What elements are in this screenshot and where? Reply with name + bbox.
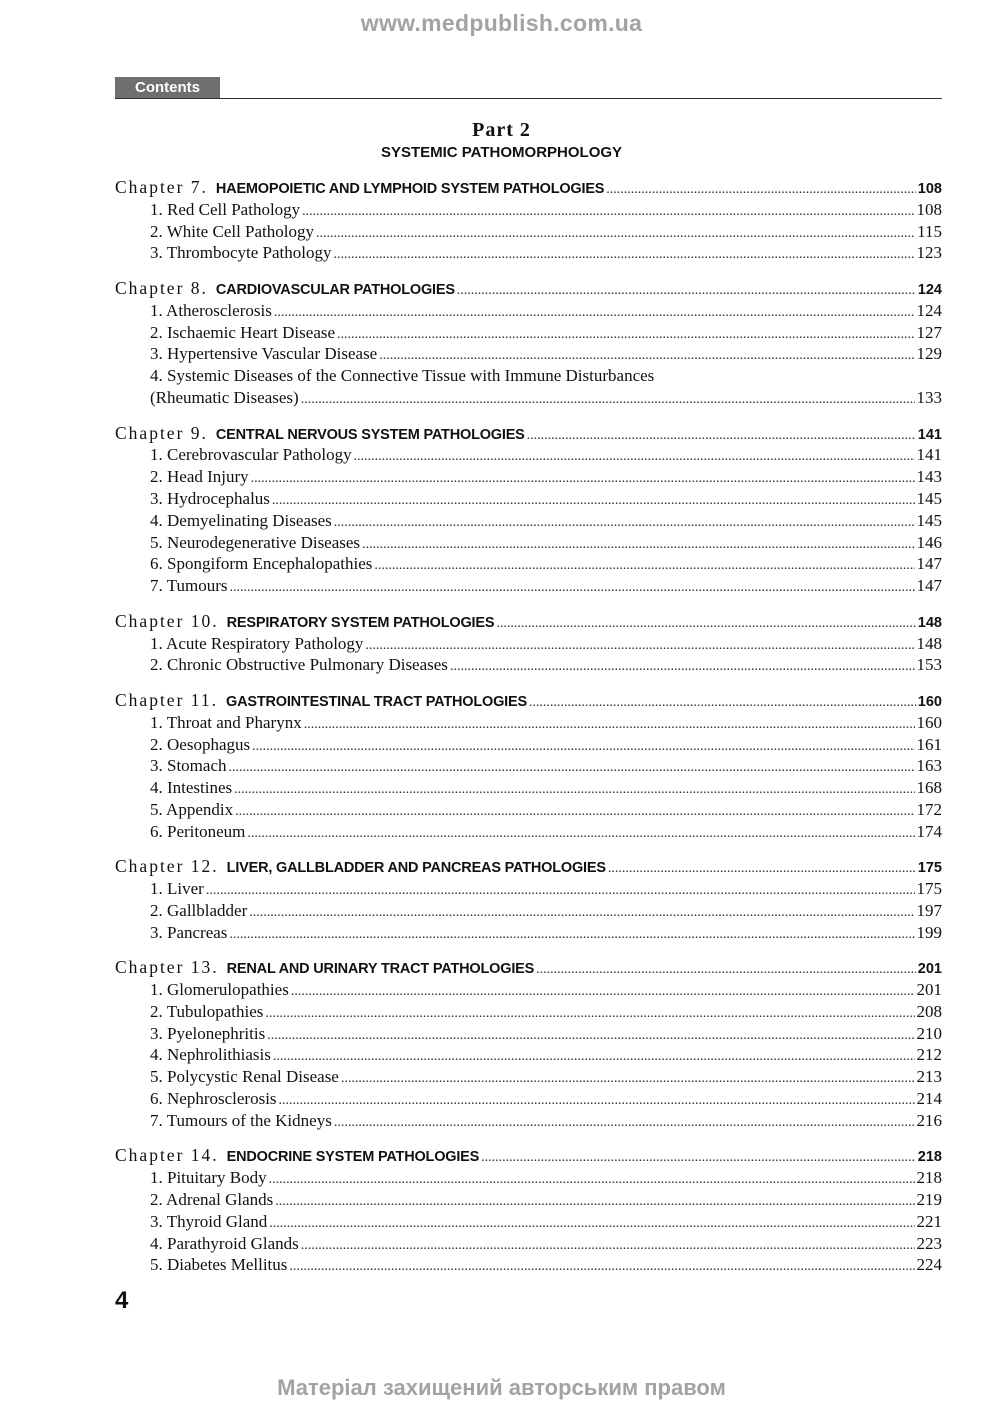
entry-title: 6. Peritoneum xyxy=(150,821,246,841)
entry-title: 2. Tubulopathies xyxy=(150,1001,264,1021)
chapter-page: 141 xyxy=(917,426,942,443)
dot-leader xyxy=(608,858,916,878)
dot-leader xyxy=(450,656,915,676)
dot-leader xyxy=(252,736,914,756)
toc-entry-row xyxy=(115,654,942,676)
dot-leader xyxy=(272,490,915,510)
dot-leader xyxy=(265,1003,914,1023)
entry-title: 2. Chronic Obstructive Pulmonary Diseases xyxy=(150,655,448,675)
dot-leader xyxy=(362,534,914,554)
entry-title: 6. Spongiform Encephalopathies xyxy=(150,554,373,574)
dot-leader xyxy=(481,1147,916,1167)
entry-page: 146 xyxy=(916,532,942,552)
chapter-page: 108 xyxy=(917,181,942,197)
chapter-title: GASTROINTESTINAL TRACT PATHOLOGIES xyxy=(226,693,527,710)
entry-page: 210 xyxy=(916,1023,942,1043)
toc-entry-row xyxy=(115,242,942,264)
toc-entry-row xyxy=(115,199,942,221)
dot-leader xyxy=(206,880,915,900)
entry-title: 5. Polycystic Renal Disease xyxy=(150,1067,339,1087)
chapter-page: 201 xyxy=(917,961,942,978)
dot-leader xyxy=(316,223,915,243)
entry-title: 2. Gallbladder xyxy=(150,900,248,920)
dot-leader xyxy=(235,801,914,821)
chapter-heading-row xyxy=(115,1145,942,1167)
dot-leader xyxy=(229,757,915,777)
dot-leader xyxy=(529,692,916,712)
toc-entry-row xyxy=(115,466,942,488)
toc-entry-row xyxy=(115,387,942,409)
entry-page: 133 xyxy=(916,387,942,407)
dot-leader xyxy=(379,345,914,365)
toc-entry-row xyxy=(115,1211,942,1233)
entry-page: 123 xyxy=(916,243,942,263)
toc-entry-row xyxy=(115,553,942,575)
entry-title: 4. Demyelinating Diseases xyxy=(150,510,332,530)
part-title: Part 2 xyxy=(472,119,531,141)
entry-page: 212 xyxy=(916,1045,942,1065)
entry-page: 172 xyxy=(916,799,942,819)
dot-leader xyxy=(274,302,915,322)
chapter-title: CENTRAL NERVOUS SYSTEM PATHOLOGIES xyxy=(215,426,525,443)
entry-title: 3. Thrombocyte Pathology xyxy=(150,243,332,263)
entry-title: 1. Acute Respiratory Pathology xyxy=(150,633,364,653)
toc-entry-row xyxy=(115,633,942,655)
watermark-bottom: Матеріал захищений авторським правом xyxy=(277,1375,726,1400)
entry-page: 199 xyxy=(916,922,942,942)
dot-leader xyxy=(341,1068,915,1088)
dot-leader xyxy=(301,1235,915,1255)
chapter-title: LIVER, GALLBLADDER AND PANCREAS PATHOLOGIES xyxy=(226,860,606,877)
toc-entry-row xyxy=(115,575,942,597)
entry-title: 6. Nephrosclerosis xyxy=(150,1089,277,1109)
entry-title: 1. Cerebrovascular Pathology xyxy=(150,445,352,465)
toc-chapter xyxy=(115,690,942,843)
part-subtitle: SYSTEMIC PATHOMORPHOLOGY xyxy=(380,144,623,161)
chapter-page: 160 xyxy=(917,693,942,710)
toc-entry-row xyxy=(115,343,942,365)
section-tab-contents: Contents xyxy=(115,77,220,99)
toc-chapter xyxy=(115,423,942,597)
entry-page: 219 xyxy=(916,1190,942,1210)
entry-title: 3. Pyelonephritis xyxy=(150,1023,266,1043)
toc-entry-row xyxy=(115,444,942,466)
toc-entry-row xyxy=(115,777,942,799)
entry-page: 153 xyxy=(916,655,942,675)
entry-title: 4. Systemic Diseases of the Connective Tissue with Immune Disturbances xyxy=(150,366,655,386)
dot-leader xyxy=(267,1025,914,1045)
chapter-label: Chapter 13. xyxy=(115,957,219,978)
dot-leader xyxy=(374,555,914,575)
toc-entry-row xyxy=(115,488,942,510)
chapter-heading-row xyxy=(115,278,942,300)
dot-leader xyxy=(354,446,915,466)
entry-page: 145 xyxy=(916,488,942,508)
chapter-label: Chapter 12. xyxy=(115,856,219,877)
entry-page: 127 xyxy=(916,322,942,342)
chapter-page: 218 xyxy=(917,1149,942,1166)
toc-chapter xyxy=(115,278,942,409)
entry-title: 1. Liver xyxy=(150,879,204,899)
dot-leader xyxy=(304,714,915,734)
entry-page: 163 xyxy=(916,756,942,776)
entry-title: 5. Neurodegenerative Diseases xyxy=(150,532,361,552)
chapter-label: Chapter 7. xyxy=(115,177,208,197)
entry-title: 3. Stomach xyxy=(150,756,227,776)
chapter-title: RENAL AND URINARY TRACT PATHOLOGIES xyxy=(226,961,535,978)
toc-entry-row xyxy=(115,1001,942,1023)
entry-page: 218 xyxy=(916,1168,942,1188)
toc-chapter xyxy=(115,177,942,264)
entry-page: 161 xyxy=(916,734,942,754)
header-rule xyxy=(115,98,942,99)
toc-entry-row xyxy=(115,510,942,532)
chapter-title: HAEMOPOIETIC AND LYMPHOID SYSTEM PATHOLOGIES xyxy=(215,181,605,197)
entry-title: 1. Throat and Pharynx xyxy=(150,712,302,732)
entry-title: 5. Diabetes Mellitus xyxy=(150,1255,288,1275)
entry-title: 4. Intestines xyxy=(150,778,233,798)
entry-page: 201 xyxy=(916,980,942,1000)
entry-title: 7. Tumours xyxy=(150,576,228,596)
dot-leader xyxy=(365,635,914,655)
dot-leader xyxy=(301,389,915,409)
entry-page: 141 xyxy=(916,445,942,465)
chapter-label: Chapter 11. xyxy=(115,689,218,710)
entry-title: 2. Oesophagus xyxy=(150,734,251,754)
entry-page: 208 xyxy=(916,1001,942,1021)
dot-leader xyxy=(249,902,914,922)
dot-leader xyxy=(229,577,914,597)
toc-entry-row xyxy=(115,1189,942,1211)
entry-page: 214 xyxy=(916,1089,942,1109)
dot-leader xyxy=(337,324,914,344)
dot-leader xyxy=(273,1046,915,1066)
entry-title: 1. Pituitary Body xyxy=(150,1168,267,1188)
entry-title: 1. Atherosclerosis xyxy=(150,300,272,320)
toc-entry-row xyxy=(115,1044,942,1066)
entry-title: 4. Nephrolithiasis xyxy=(150,1045,271,1065)
dot-leader xyxy=(527,425,916,445)
entry-title: 3. Thyroid Gland xyxy=(150,1211,268,1231)
entry-page: 147 xyxy=(916,554,942,574)
toc-entry-row xyxy=(115,1110,942,1132)
dot-leader xyxy=(334,512,915,532)
dot-leader xyxy=(269,1169,915,1189)
dot-leader xyxy=(334,1112,915,1132)
dot-leader xyxy=(302,201,914,221)
toc-entry-row xyxy=(115,821,942,843)
entry-page: 197 xyxy=(916,900,942,920)
entry-title: 3. Pancreas xyxy=(150,922,228,942)
chapter-page: 148 xyxy=(917,614,942,631)
toc-entry-row xyxy=(115,1233,942,1255)
toc-entry-row xyxy=(115,221,942,243)
chapter-heading-row xyxy=(115,957,942,979)
entry-page: 213 xyxy=(916,1067,942,1087)
dot-leader xyxy=(251,468,915,488)
entry-title: 7. Tumours of the Kidneys xyxy=(150,1110,332,1130)
entry-title: 5. Appendix xyxy=(150,799,234,819)
dot-leader xyxy=(279,1090,915,1110)
toc-entry-row xyxy=(115,734,942,756)
dot-leader xyxy=(606,179,916,199)
entry-page: 175 xyxy=(916,879,942,899)
toc-entry-row xyxy=(115,1066,942,1088)
dot-leader xyxy=(457,280,916,300)
chapter-page: 124 xyxy=(917,281,942,298)
toc-chapter xyxy=(115,611,942,676)
chapter-title: RESPIRATORY SYSTEM PATHOLOGIES xyxy=(226,614,495,631)
toc-entry-row xyxy=(115,1167,942,1189)
entry-page: 160 xyxy=(916,712,942,732)
entry-page: 223 xyxy=(916,1233,942,1253)
entry-page: 115 xyxy=(917,221,942,241)
toc-entry-row xyxy=(115,712,942,734)
entry-title: 1. Glomerulopathies xyxy=(150,980,289,1000)
entry-title: 1. Red Cell Pathology xyxy=(150,199,301,219)
entry-title: 3. Hypertensive Vascular Disease xyxy=(150,344,378,364)
toc-entry-row xyxy=(115,878,942,900)
toc-entry-row xyxy=(115,922,942,944)
entry-page: 221 xyxy=(916,1211,942,1231)
toc-entry-row xyxy=(115,1023,942,1045)
toc-entry-row xyxy=(115,979,942,1001)
entry-title: 2. Adrenal Glands xyxy=(150,1190,274,1210)
dot-leader xyxy=(234,779,914,799)
entry-title-continuation: (Rheumatic Diseases) xyxy=(150,387,299,407)
chapter-label: Chapter 8. xyxy=(115,277,208,298)
toc-entry-row xyxy=(115,1254,942,1276)
chapter-label: Chapter 10. xyxy=(115,610,219,631)
entry-title: 3. Hydrocephalus xyxy=(150,488,270,508)
entry-page: 168 xyxy=(916,778,942,798)
chapter-heading-row xyxy=(115,423,942,445)
entry-title: 4. Parathyroid Glands xyxy=(150,1233,299,1253)
dot-leader xyxy=(229,924,914,944)
entry-title: 2. Head Injury xyxy=(150,467,249,487)
entry-page: 124 xyxy=(916,300,942,320)
dot-leader xyxy=(333,244,914,264)
toc-entry-row xyxy=(115,300,942,322)
toc-chapter xyxy=(115,1145,942,1276)
toc-entry-row xyxy=(115,322,942,344)
entry-page: 143 xyxy=(916,467,942,487)
dot-leader xyxy=(289,1256,914,1276)
toc-entry-row xyxy=(115,532,942,554)
chapter-title: CARDIOVASCULAR PATHOLOGIES xyxy=(215,281,455,298)
toc-chapter xyxy=(115,957,942,1131)
toc-entry-row xyxy=(115,799,942,821)
chapter-page: 175 xyxy=(917,860,942,877)
chapter-label: Chapter 14. xyxy=(115,1145,219,1166)
dot-leader xyxy=(269,1213,914,1233)
entry-page: 174 xyxy=(916,821,942,841)
entry-page: 108 xyxy=(916,199,942,219)
entry-page: 224 xyxy=(916,1255,942,1275)
watermark-top: www.medpublish.com.ua xyxy=(360,10,643,36)
entry-title: 2. Ischaemic Heart Disease xyxy=(150,322,336,342)
toc-chapter xyxy=(115,856,942,943)
table-of-contents xyxy=(115,177,942,1290)
entry-page: 147 xyxy=(916,576,942,596)
chapter-heading-row xyxy=(115,177,942,199)
toc-entry-row xyxy=(115,365,942,387)
toc-entry-row xyxy=(115,755,942,777)
chapter-heading-row xyxy=(115,856,942,878)
toc-entry-row xyxy=(115,900,942,922)
chapter-heading-row xyxy=(115,690,942,712)
entry-page: 148 xyxy=(916,633,942,653)
chapter-label: Chapter 9. xyxy=(115,422,208,443)
dot-leader xyxy=(291,981,915,1001)
entry-page: 216 xyxy=(916,1110,942,1130)
toc-entry-row xyxy=(115,1088,942,1110)
dot-leader xyxy=(496,613,915,633)
entry-page: 129 xyxy=(916,344,942,364)
entry-page: 145 xyxy=(916,510,942,530)
page-number: 4 xyxy=(115,1287,129,1314)
dot-leader xyxy=(536,959,916,979)
entry-title: 2. White Cell Pathology xyxy=(150,221,315,241)
chapter-title: ENDOCRINE SYSTEM PATHOLOGIES xyxy=(226,1149,480,1166)
dot-leader xyxy=(247,823,914,843)
dot-leader xyxy=(275,1191,914,1211)
chapter-heading-row xyxy=(115,611,942,633)
